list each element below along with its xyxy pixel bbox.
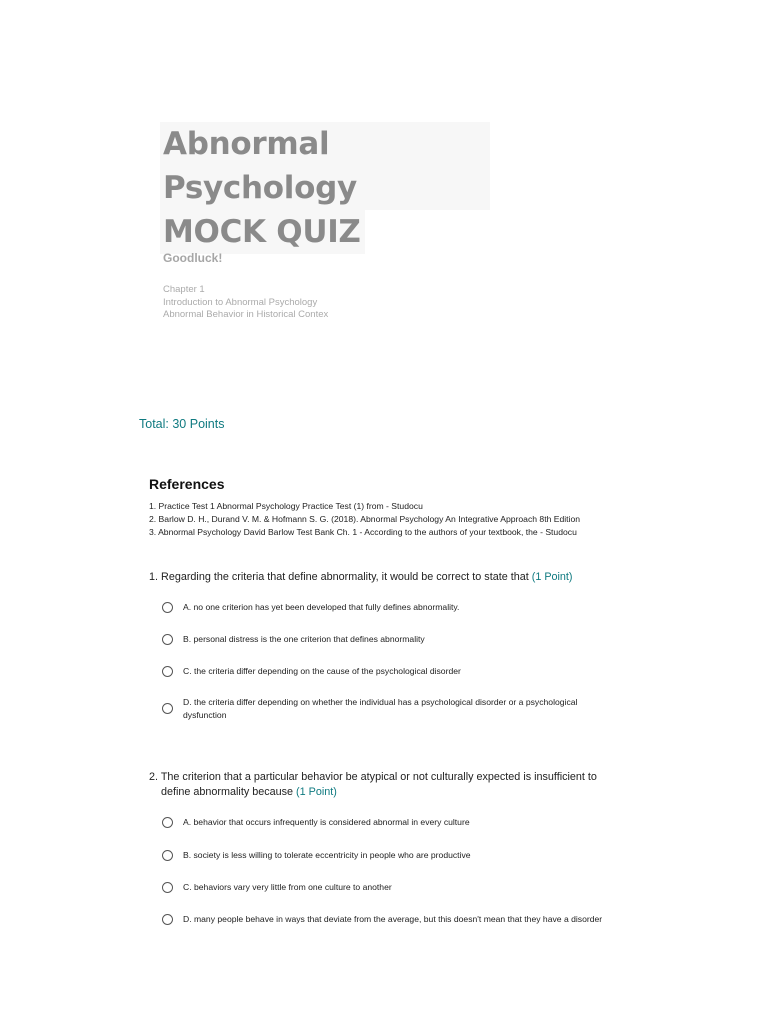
quiz-title xyxy=(160,122,490,254)
option-label: C. the criteria differ depending on the cause of the psychological disorder xyxy=(183,666,461,676)
radio-button[interactable] xyxy=(162,602,173,613)
option-label: A. no one criterion has yet been developed that fully defines abnormality. xyxy=(183,602,460,612)
question-points: (1 Point) xyxy=(531,571,573,583)
chapter-line: Chapter 1 xyxy=(163,284,205,295)
question-text xyxy=(149,570,619,585)
option-label: B. society is less willing to tolerate eccentricity in people who are productive xyxy=(183,850,471,860)
chapter-line: Abnormal Behavior in Historical Contex xyxy=(163,309,329,320)
radio-button[interactable] xyxy=(162,703,173,714)
option-label: D. many people behave in ways that deviate from the average, but this doesn't mean that they have a disorder xyxy=(183,914,603,924)
goodluck-text: Goodluck! xyxy=(163,251,223,265)
radio-button[interactable] xyxy=(162,666,173,677)
references-section xyxy=(149,476,580,539)
answer-option[interactable] xyxy=(149,601,619,614)
references-heading: References xyxy=(149,476,225,492)
title-line-1: Abnormal Psychology xyxy=(160,122,490,210)
reference-item: 1. Practice Test 1 Abnormal Psychology Practice Test (1) from - Studocu xyxy=(149,501,423,511)
option-label: C. behaviors vary very little from one culture to another xyxy=(183,882,392,892)
reference-item: 2. Barlow D. H., Durand V. M. & Hofmann S. G. (2018). Abnormal Psychology An Integrative Approach 8th Edition xyxy=(149,514,581,524)
option-label: B. personal distress is the one criterion that defines abnormality xyxy=(183,634,425,644)
chapter-info xyxy=(163,284,328,322)
title-line-2: MOCK QUIZ xyxy=(160,210,365,254)
answer-option[interactable] xyxy=(149,665,619,678)
reference-item: 3. Abnormal Psychology David Barlow Test Bank Ch. 1 - According to the authors of your textbook, the - Studocu xyxy=(149,527,577,537)
option-label: D. the criteria differ depending on whether the individual has a psychological disorder or a psychological dysfunction xyxy=(183,697,578,720)
chapter-line: Introduction to Abnormal Psychology xyxy=(163,296,318,308)
answer-option[interactable] xyxy=(149,881,619,894)
radio-button[interactable] xyxy=(162,817,173,828)
radio-button[interactable] xyxy=(162,882,173,893)
question-number: 1. xyxy=(149,571,159,583)
answer-option[interactable] xyxy=(149,849,619,862)
answer-option[interactable] xyxy=(149,696,603,722)
question-1 xyxy=(149,570,619,720)
answer-option[interactable] xyxy=(149,913,619,926)
radio-button[interactable] xyxy=(162,634,173,645)
question-text xyxy=(149,770,616,800)
question-prompt: Regarding the criteria that define abnormality, it would be correct to state that xyxy=(161,571,529,583)
question-points: (1 Point) xyxy=(296,786,337,798)
radio-button[interactable] xyxy=(162,914,173,925)
answer-option[interactable] xyxy=(149,633,619,646)
question-prompt: The criterion that a particular behavior be atypical or not culturally expected is insufficient to define abnormality because xyxy=(160,771,597,798)
radio-button[interactable] xyxy=(162,850,173,861)
answer-option[interactable] xyxy=(149,816,619,829)
question-number: 2. xyxy=(149,771,159,783)
total-points: Total: 30 Points xyxy=(139,417,225,431)
option-label: A. behavior that occurs infrequently is considered abnormal in every culture xyxy=(183,817,470,827)
question-2 xyxy=(149,770,619,924)
